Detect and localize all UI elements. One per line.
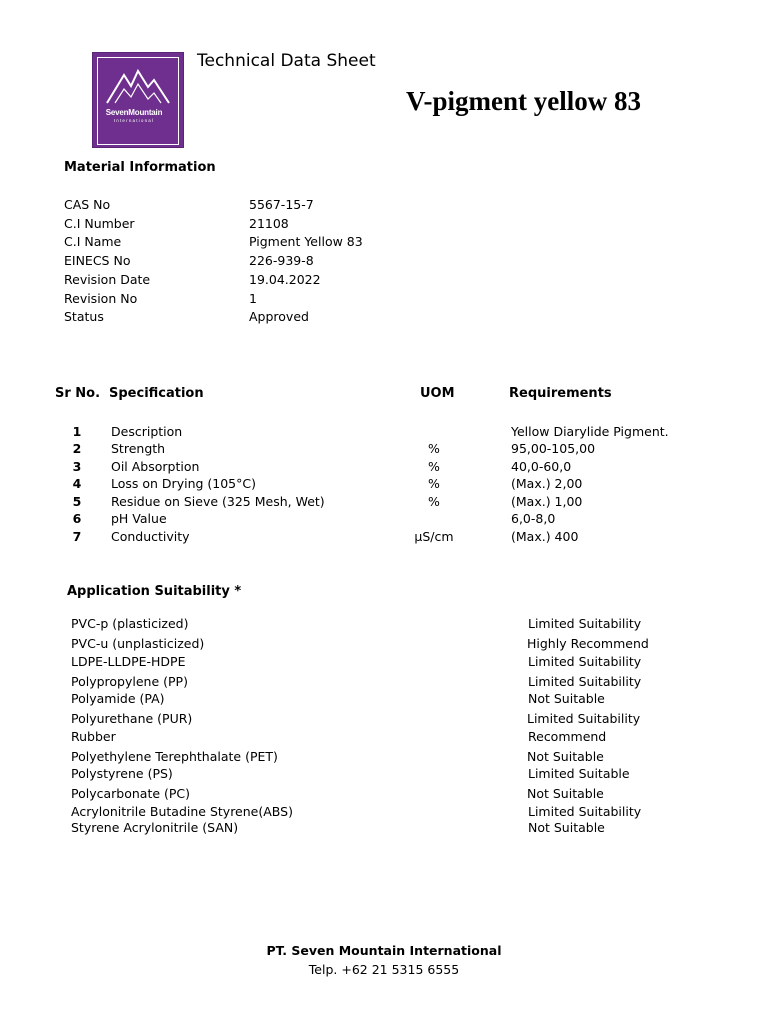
application-rating: Limited Suitability <box>528 616 642 631</box>
material-heading: Material Information <box>64 160 216 175</box>
spec-row-name: Description <box>111 424 183 439</box>
spec-row-number: 3 <box>72 459 82 474</box>
spec-row-number: 7 <box>72 529 82 544</box>
footer-company: PT. Seven Mountain International <box>266 943 502 958</box>
application-rating: Highly Recommend <box>527 636 649 651</box>
material-value: 5567-15-7 <box>249 197 314 212</box>
application-rating: Recommend <box>528 729 607 744</box>
material-label: CAS No <box>64 197 111 212</box>
application-rating: Limited Suitable <box>528 766 630 781</box>
application-material: PVC-p (plasticized) <box>71 616 189 631</box>
product-title: V-pigment yellow 83 <box>406 86 641 116</box>
spec-row-requirement: (Max.) 400 <box>511 529 579 544</box>
material-value: 1 <box>249 291 257 306</box>
mountain-icon <box>93 53 183 147</box>
material-label: Revision Date <box>64 272 151 287</box>
application-rating: Limited Suitability <box>527 711 641 726</box>
material-label: EINECS No <box>64 253 131 268</box>
spec-row-uom: % <box>428 441 440 456</box>
spec-row-number: 2 <box>72 441 82 456</box>
spec-row-name: pH Value <box>111 511 167 526</box>
spec-row-requirement: (Max.) 2,00 <box>511 476 583 491</box>
application-rating: Not Suitable <box>528 820 605 835</box>
spec-row-number: 4 <box>72 476 82 491</box>
application-rating: Limited Suitability <box>528 654 642 669</box>
spec-header-sr: Sr No. <box>55 386 101 401</box>
application-material: PVC-u (unplasticized) <box>71 636 205 651</box>
spec-row-name: Residue on Sieve (325 Mesh, Wet) <box>111 494 325 509</box>
application-material: Rubber <box>71 729 116 744</box>
material-value: Approved <box>249 309 309 324</box>
spec-row-number: 6 <box>72 511 82 526</box>
application-rating: Limited Suitability <box>528 804 642 819</box>
material-label: Status <box>64 309 104 324</box>
application-material: LDPE-LLDPE-HDPE <box>71 654 186 669</box>
application-material: Polyethylene Terephthalate (PET) <box>71 749 278 764</box>
logo-subtitle: International <box>113 118 155 123</box>
spec-row-name: Loss on Drying (105°C) <box>111 476 256 491</box>
spec-header-specification: Specification <box>109 386 204 401</box>
spec-row-requirement: 95,00-105,00 <box>511 441 596 456</box>
spec-row-name: Oil Absorption <box>111 459 200 474</box>
document-type: Technical Data Sheet <box>197 51 376 71</box>
spec-row-uom: % <box>428 494 440 509</box>
spec-row-requirement: Yellow Diarylide Pigment. <box>511 424 669 439</box>
application-material: Acrylonitrile Butadine Styrene(ABS) <box>71 804 293 819</box>
spec-row-requirement: (Max.) 1,00 <box>511 494 583 509</box>
spec-row-uom: µS/cm <box>414 529 454 544</box>
material-value: 226-939-8 <box>249 253 314 268</box>
spec-row-requirement: 6,0-8,0 <box>511 511 556 526</box>
spec-header-requirements: Requirements <box>509 386 612 401</box>
company-logo <box>92 52 184 148</box>
application-material: Polyamide (PA) <box>71 691 165 706</box>
application-rating: Limited Suitability <box>528 674 642 689</box>
spec-row-uom: % <box>428 476 440 491</box>
material-value: 21108 <box>249 216 289 231</box>
material-label: C.I Number <box>64 216 135 231</box>
spec-row-name: Strength <box>111 441 166 456</box>
spec-row-number: 1 <box>72 424 82 439</box>
application-rating: Not Suitable <box>528 691 605 706</box>
material-value: Pigment Yellow 83 <box>249 234 363 249</box>
application-material: Styrene Acrylonitrile (SAN) <box>71 820 239 835</box>
application-material: Polypropylene (PP) <box>71 674 188 689</box>
application-rating: Not Suitable <box>527 786 604 801</box>
spec-header-uom: UOM <box>420 386 455 401</box>
application-heading: Application Suitability * <box>67 584 242 599</box>
spec-row-requirement: 40,0-60,0 <box>511 459 572 474</box>
spec-row-name: Conductivity <box>111 529 190 544</box>
logo-name: SevenMountain <box>105 108 163 117</box>
spec-row-number: 5 <box>72 494 82 509</box>
material-value: 19.04.2022 <box>249 272 321 287</box>
material-label: Revision No <box>64 291 138 306</box>
spec-row-uom: % <box>428 459 440 474</box>
footer-phone: Telp. +62 21 5315 6555 <box>308 962 460 977</box>
application-material: Polyurethane (PUR) <box>71 711 193 726</box>
material-label: C.I Name <box>64 234 122 249</box>
application-material: Polystyrene (PS) <box>71 766 173 781</box>
application-rating: Not Suitable <box>527 749 604 764</box>
application-material: Polycarbonate (PC) <box>71 786 191 801</box>
